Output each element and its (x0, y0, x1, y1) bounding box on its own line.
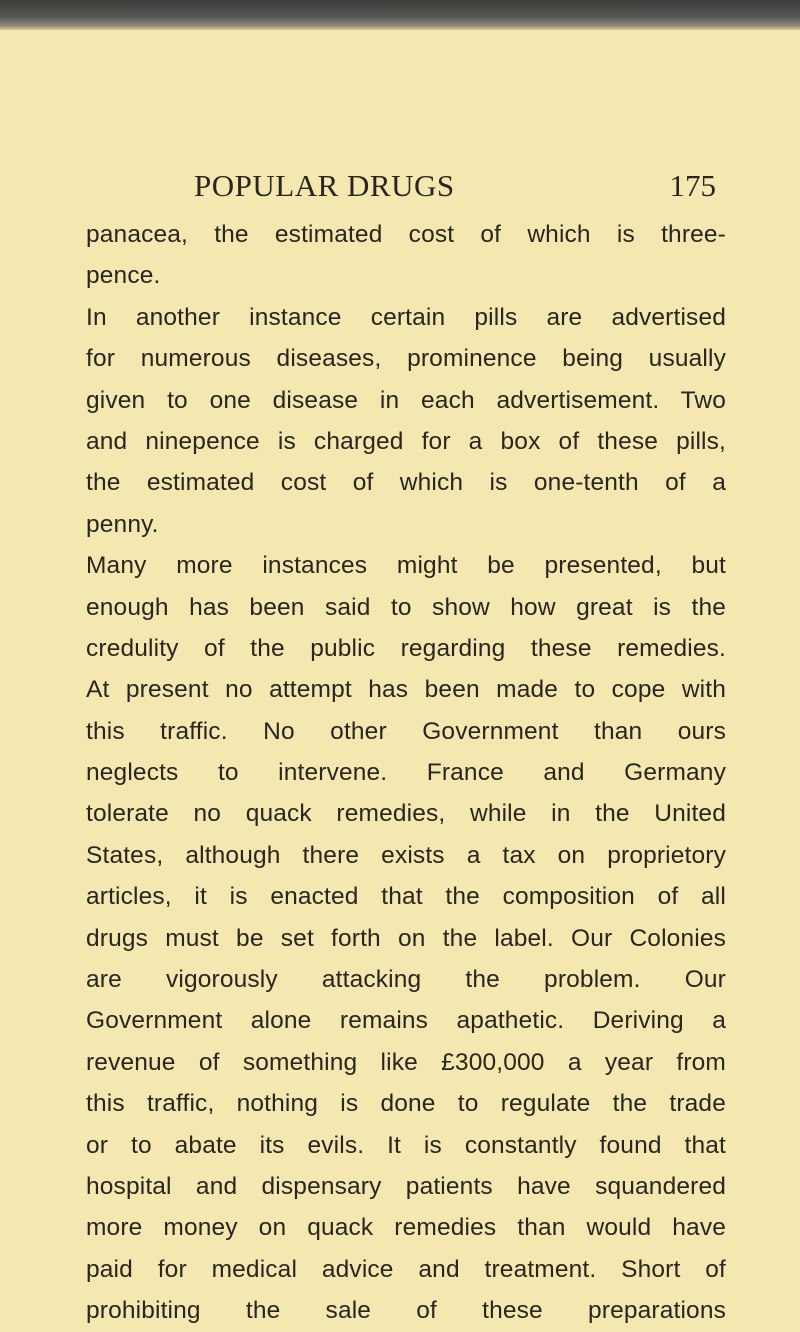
text-line: tolerate no quack remedies, while in the United (86, 800, 726, 828)
text-line: revenue of something like £300,000 a year from (86, 1048, 726, 1076)
text-line: drugs must be set forth on the label. Our Colonies (86, 924, 726, 952)
text-line: this traffic. No other Government than ours (86, 717, 726, 745)
text-line: articles, it is enacted that the composition of all (86, 883, 726, 911)
text-line: pence. (86, 262, 161, 290)
text-line: Government alone remains apathetic. Deriving a (86, 1007, 726, 1035)
text-line: hospital and dispensary patients have squandered (86, 1172, 726, 1200)
text-line: and ninepence is charged for a box of these pills, (86, 427, 726, 455)
page-number: 175 (669, 168, 716, 203)
text-line: given to one disease in each advertisement. Two (86, 386, 726, 414)
text-line: are vigorously attacking the problem. Our (86, 966, 726, 994)
body-text (86, 214, 726, 1332)
text-line: Many more instances might be presented, but (86, 552, 726, 580)
running-head (86, 166, 726, 214)
text-line: this traffic, nothing is done to regulate the trade (86, 1090, 726, 1118)
text-line: the estimated cost of which is one-tenth of a (86, 469, 726, 497)
running-title: POPULAR DRUGS (194, 168, 455, 203)
text-line: At present no attempt has been made to cope with (86, 676, 726, 704)
text-line: neglects to intervene. France and Germany (86, 759, 726, 787)
text-line: or to abate its evils. It is constantly found that (86, 1131, 726, 1159)
text-line: prohibiting the sale of these preparations (86, 1297, 726, 1325)
text-line: more money on quack remedies than would have (86, 1214, 726, 1242)
book-page (86, 166, 726, 1332)
text-line: In another instance certain pills are advertised (86, 303, 726, 331)
page-top-edge (0, 0, 800, 30)
text-line: for numerous diseases, prominence being usually (86, 345, 726, 373)
text-line: panacea, the estimated cost of which is three- (86, 221, 726, 248)
text-line: States, although there exists a tax on proprietory (86, 841, 726, 869)
text-line: paid for medical advice and treatment. Short of (86, 1255, 726, 1283)
text-line: penny. (86, 510, 159, 538)
text-line: credulity of the public regarding these remedies. (86, 634, 726, 662)
text-line: enough has been said to show how great is the (86, 593, 726, 621)
